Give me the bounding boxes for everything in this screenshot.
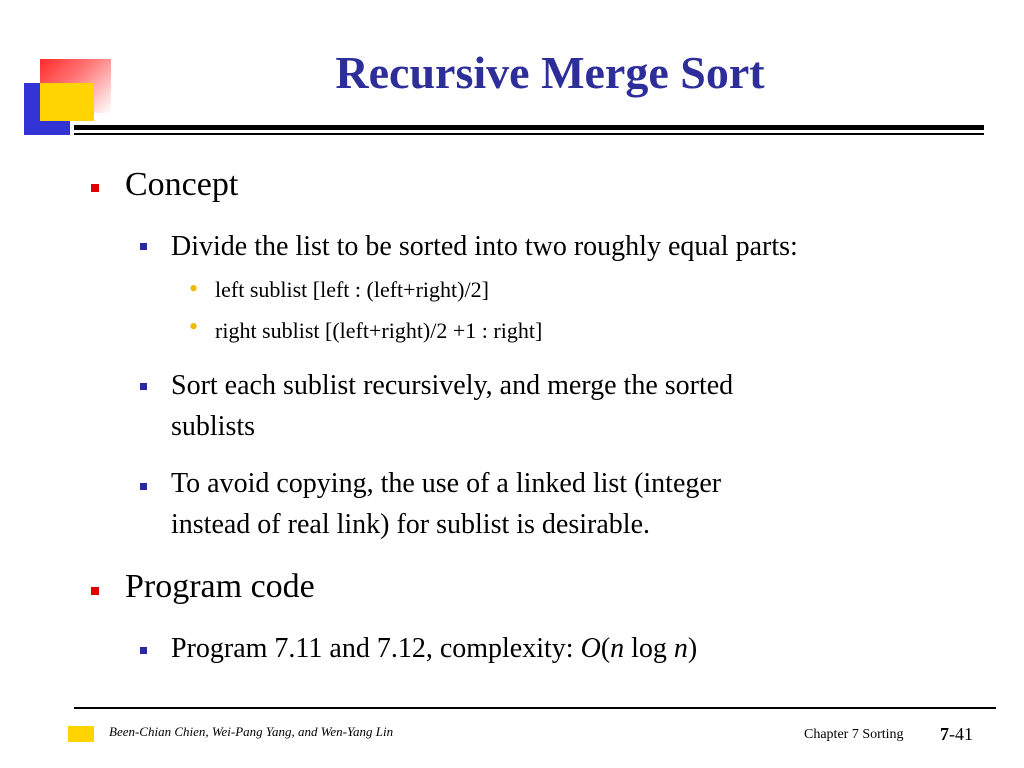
bullet-square-blue [140,383,147,390]
bullet-avoid-line1: To avoid copying, the use of a linked list (integer [171,468,722,499]
bullet-square-red [91,184,99,192]
bullet-dot-yellow: • [189,312,199,341]
bullet-square-red [91,587,99,595]
footer-authors: Been-Chian Chien, Wei-Pang Yang, and Wen-Yang Lin [109,724,394,739]
bullet-right-sublist: right sublist [(left+right)/2 +1 : right] [215,318,543,343]
footer-rule [74,707,996,709]
bullet-sort-recursively [171,365,961,447]
bullet-square-blue [140,483,147,490]
bullet-avoid-line2: instead of real link) for sublist is desirable. [171,509,650,540]
bullet-dot-yellow: • [189,274,199,303]
footer-yellow-square [68,726,94,742]
bullet-sort-line1: Sort each sublist recursively, and merge the sorted [171,370,734,401]
bullet-program-complexity [171,628,961,669]
footer-chapter: Chapter 7 Sorting [804,727,904,742]
footer-page-number [940,724,973,745]
complexity-O: O [580,633,601,664]
complexity-n1: n [610,633,625,664]
bullet-left-sublist: left sublist [left : (left+right)/2] [215,277,489,302]
complexity-close: ) [687,633,698,664]
bullet-divide: Divide the list to be sorted into two roughly equal parts: [171,231,798,262]
bullet-program-code: Program code [125,568,315,605]
bullet-square-blue [140,647,147,654]
bullet-square-blue [140,243,147,250]
complexity-n2: n [673,633,688,664]
footer-page-num: -41 [949,724,973,744]
slide-title: Recursive Merge Sort [335,47,765,98]
program-prefix: Program 7.11 and 7.12, complexity: [171,633,581,664]
complexity-open: ( [600,633,611,664]
bullet-concept: Concept [125,166,239,203]
footer-page-chapter: 7 [940,724,949,744]
bullet-avoid-copying [171,463,961,545]
bullet-sort-line2: sublists [171,411,256,442]
complexity-log: log [624,633,674,664]
